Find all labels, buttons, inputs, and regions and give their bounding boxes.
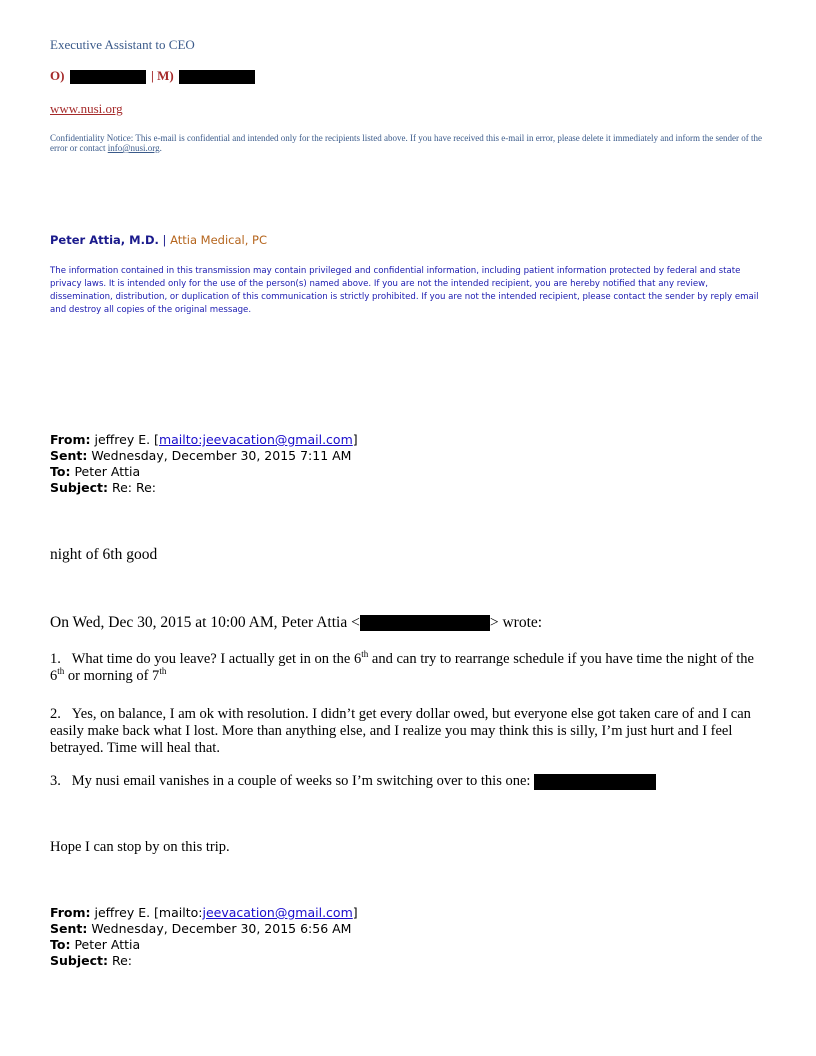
email-body: night of 6th good — [50, 546, 158, 563]
item-number: 3. — [50, 773, 61, 789]
contact-email-link[interactable]: info@nusi.org — [107, 143, 160, 153]
item-text: My nusi email vanishes in a couple of weeks so I’m switching over to this one: — [71, 773, 535, 789]
sent-line — [50, 448, 358, 464]
email-header — [50, 432, 358, 496]
subject-value: Re: — [111, 953, 133, 968]
ordinal-suffix: th — [159, 666, 167, 677]
from-label: From: — [50, 905, 91, 920]
sent-value: Wednesday, December 30, 2015 6:56 AM — [91, 921, 352, 936]
quote-intro — [50, 614, 542, 632]
sent-label: Sent: — [50, 448, 88, 463]
to-line — [50, 464, 358, 480]
item-text: What time do you leave? I actually get in on the 6 — [71, 651, 362, 667]
subject-line — [50, 480, 358, 496]
sent-value: Wednesday, December 30, 2015 7:11 AM — [91, 448, 352, 463]
signature-name: Peter Attia, M.D. — [50, 233, 159, 247]
mobile-label: M) — [157, 68, 174, 83]
signature-company: Attia Medical, PC — [170, 233, 268, 247]
office-label: O) — [50, 68, 65, 83]
quote-intro-end: > wrote: — [489, 614, 543, 631]
confidentiality-text: Confidentiality Notice: This e-mail is confidential and intended only for the recipients listed above. If you have received this e-mail in error, please delete it immediately and inform the sender of the error or contact — [50, 133, 762, 153]
email-header — [50, 905, 358, 969]
from-name: jeffrey E. [mailto: — [94, 905, 203, 920]
from-close: ] — [352, 432, 358, 447]
to-value: Peter Attia — [74, 464, 141, 479]
ordinal-suffix: th — [57, 666, 65, 677]
attia-signature — [50, 233, 267, 247]
to-value: Peter Attia — [74, 937, 141, 952]
subject-label: Subject: — [50, 953, 108, 968]
from-email-link[interactable]: jeevacation@gmail.com — [202, 905, 353, 920]
redaction-box — [179, 70, 255, 84]
quote-intro-start: On Wed, Dec 30, 2015 at 10:00 AM, Peter Attia < — [50, 614, 360, 631]
subject-label: Subject: — [50, 480, 108, 495]
redaction-box — [360, 615, 490, 631]
to-label: To: — [50, 464, 71, 479]
to-label: To: — [50, 937, 71, 952]
sent-line — [50, 921, 358, 937]
subject-value: Re: Re: — [111, 480, 157, 495]
contact-phone-line — [50, 68, 255, 84]
website-link[interactable]: www.nusi.org — [50, 101, 123, 116]
subject-line — [50, 953, 358, 969]
confidentiality-end: . — [159, 143, 162, 153]
signature-separator: | — [158, 233, 171, 247]
item-text: or morning of 7 — [64, 668, 160, 684]
redaction-box — [534, 774, 656, 790]
item-number: 2. — [50, 706, 61, 722]
attia-disclaimer: The information contained in this transmission may contain privileged and confidential information, including patient information protected by federal and state privacy laws. It is intended only for the use of the person(s) named above. If you are not the intended recipient, you are hereby notified that any review, dissemination, distribution, or duplication of this communication is strictly prohibited. If you are not the intended recipient, please contact the sender by reply email and destroy all copies of the original message. — [50, 266, 759, 315]
sender-title: Executive Assistant to CEO — [50, 37, 195, 52]
redaction-box — [70, 70, 146, 84]
quoted-item-2 — [50, 706, 772, 757]
from-label: From: — [50, 432, 91, 447]
closing-line: Hope I can stop by on this trip. — [50, 839, 230, 855]
item-text: and can try to rearrange schedule if you have time the night of the 6 — [50, 651, 754, 684]
separator: | — [150, 68, 154, 83]
quoted-item-3 — [50, 773, 770, 790]
item-text: Yes, on balance, I am ok with resolution. I didn’t get every dollar owed, but everyone else got taken care of and I can easily make back what I lost. More than anything else, and I realize you may think this is silly, I’m just hurt and I feel betrayed. Time will heal that. — [50, 706, 751, 756]
ordinal-suffix: th — [361, 649, 369, 660]
confidentiality-notice — [50, 133, 770, 153]
sent-label: Sent: — [50, 921, 88, 936]
from-close: ] — [352, 905, 358, 920]
from-email-link[interactable]: mailto:jeevacation@gmail.com — [158, 432, 353, 447]
from-line — [50, 432, 358, 448]
from-name: jeffrey E. [ — [94, 432, 159, 447]
quoted-item-1 — [50, 651, 770, 685]
item-number: 1. — [50, 651, 61, 667]
to-line — [50, 937, 358, 953]
from-line — [50, 905, 358, 921]
